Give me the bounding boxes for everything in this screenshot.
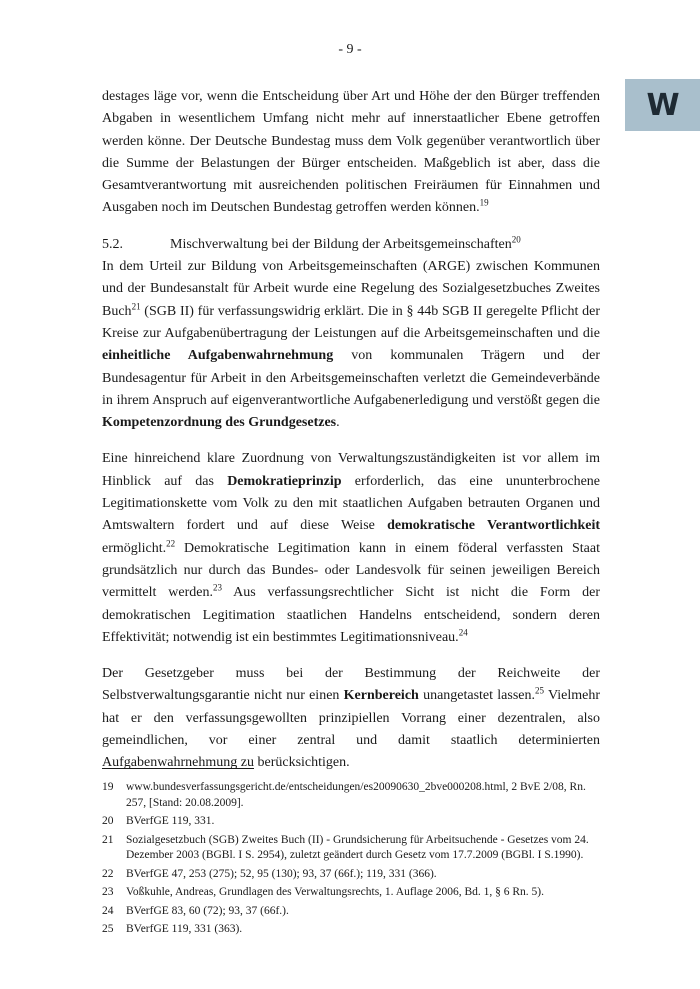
footnote: 21 Sozialgesetzbuch (SGB) Zweites Buch (II) - Grundsicherung für Arbeitsuchende - Gesetzes vom 24. Dezember 2003 (BGBl. I S. 2954), zuletzt geändert durch Gesetz vom 17.7.2009 (BGBl. I S.1990). [102, 833, 589, 861]
bold-term: Kompetenzordnung des Grundgesetzes [102, 415, 337, 431]
footnote: 20 BVerfGE 119, 331. [102, 815, 215, 827]
section-number: 5.2. [102, 236, 123, 252]
page-body [102, 86, 600, 775]
footnotes [102, 780, 600, 941]
section-heading [102, 234, 600, 256]
footnote-ref-22[interactable]: 22 [166, 537, 176, 548]
paragraph-3: Eine hinreichend klare Zuordnung von Verwaltungszuständigkeiten ist vor allem im Hinblick auf das Demokratieprinzip erforderlich, das eine ununterbrochene Legitimationskette vom Volk zu den mit staatlichen Aufgaben betrauten Organen und Amtswaltern fordert und auf diese Weise demokratische Verantwortlichkeit ermöglicht.$^{22}$ Demokratische Legitimation kann in einem föderal verfassten Staat grundsätzlich nur durch das Bundes- oder Landesvolk für seinen jeweiligen Bereich vermittelt werden.$^{23}$ Aus verfassungsrechtlicher Sicht ist nicht die Form der demokratischen Legitimation staatlichen Handelns entscheidend, sondern deren Effektivität; notwendig ist ein bestimmtes Legitimationsniveau.$^{24}$ [102, 451, 600, 645]
footnote-ref-20[interactable]: 20 [511, 234, 521, 245]
footnote-ref-19[interactable]: 19 [479, 197, 489, 208]
footnote: 25 BVerfGE 119, 331 (363). [102, 923, 243, 935]
footnote: 24 BVerfGE 83, 60 (72); 93, 37 (66f.). [102, 904, 289, 917]
footnote: 22 BVerfGE 47, 253 (275); 52, 95 (130); 93, 37 (66f.); 119, 331 (366). [102, 867, 437, 880]
footnote-ref-23[interactable]: 23 [213, 582, 222, 593]
footnote: 19 www.bundesverfassungsgericht.de/entscheidungen/es20090630_2bve000208.html, 2 BvE 2/08, Rn. 257, [Stand: 20.08.2009]. [102, 781, 586, 809]
paragraph-1: destages läge vor, wenn die Entscheidung über Art und Höhe der den Bürger treffenden Abgaben in wesentlichem Umfang nicht mehr auf innerstaatlicher Ebene getroffen werden könne. Der Deutsche Bundestag muss dem Volk gegenüber verantwortlich über die Summe der Belastungen der Bürger entscheiden. Maßgeblich ist aber, dass die Gesamtverantwortung mit ausreichenden politischen Freiräumen für Einnahmen und Ausgaben noch im Deutschen Bundestag getroffen werden können.$^{19}$ [102, 89, 600, 216]
section-title: Mischverwaltung bei der Bildung der Arbeitsgemeinschaften$^{20}$ [170, 234, 521, 252]
footnote-ref-24[interactable]: 24 [458, 627, 468, 638]
page-number: - 9 - [338, 42, 362, 57]
bold-term: demokratische Verantwortlichkeit [387, 518, 600, 534]
logo-tab [625, 79, 700, 131]
footnote-ref-25[interactable]: 25 [534, 685, 544, 696]
bold-term: Demokratieprinzip [227, 473, 342, 489]
footnote-ref-21[interactable]: 21 [131, 301, 141, 312]
footnote-divider [102, 768, 254, 769]
paragraph-4: Der Gesetzgeber muss bei der Bestimmung der Reichweite der Selbstverwaltungsgarantie nicht nur einen Kernbereich unangetastet lassen.$^{25}$ Vielmehr hat er den verfassungsgewollten prinzipiellen Vorrang einer dezentralen, also gemeindlichen, vor einer zentral und damit staatlich determinierten Aufgabenwahrnehmung zu berücksichtigen. [102, 666, 600, 771]
bold-term: Kernbereich [343, 688, 419, 704]
logo-mark: W [646, 87, 679, 123]
footnote: 23 Voßkuhle, Andreas, Grundlagen des Verwaltungsrechts, 1. Auflage 2006, Bd. 1, § 6 Rn. 5). [102, 886, 544, 898]
paragraph-2: In dem Urteil zur Bildung von Arbeitsgemeinschaften (ARGE) zwischen Kommunen und der Bundesanstalt für Arbeit wurde eine Regelung des Sozialgesetzbuches Zweites Buch$^{21}$ (SGB II) für verfassungswidrig erklärt. Die in § 44b SGB II geregelte Pflicht der Kreise zur Aufgabenübertragung der Leistungen auf die Arbeitsgemeinschaften und die einheitliche Aufgabenwahrnehmung von kommunalen Trägern und der Bundesagentur für Arbeit in den Arbeitsgemeinschaften verletzt die Gemeindeverbände in ihrem Anspruch auf eigenverantwortliche Aufgabenerledigung und verstößt gegen die Kompetenzordnung des Grundgesetzes. [102, 259, 601, 431]
bold-term: einheitliche Aufgabenwahrnehmung [102, 348, 334, 364]
